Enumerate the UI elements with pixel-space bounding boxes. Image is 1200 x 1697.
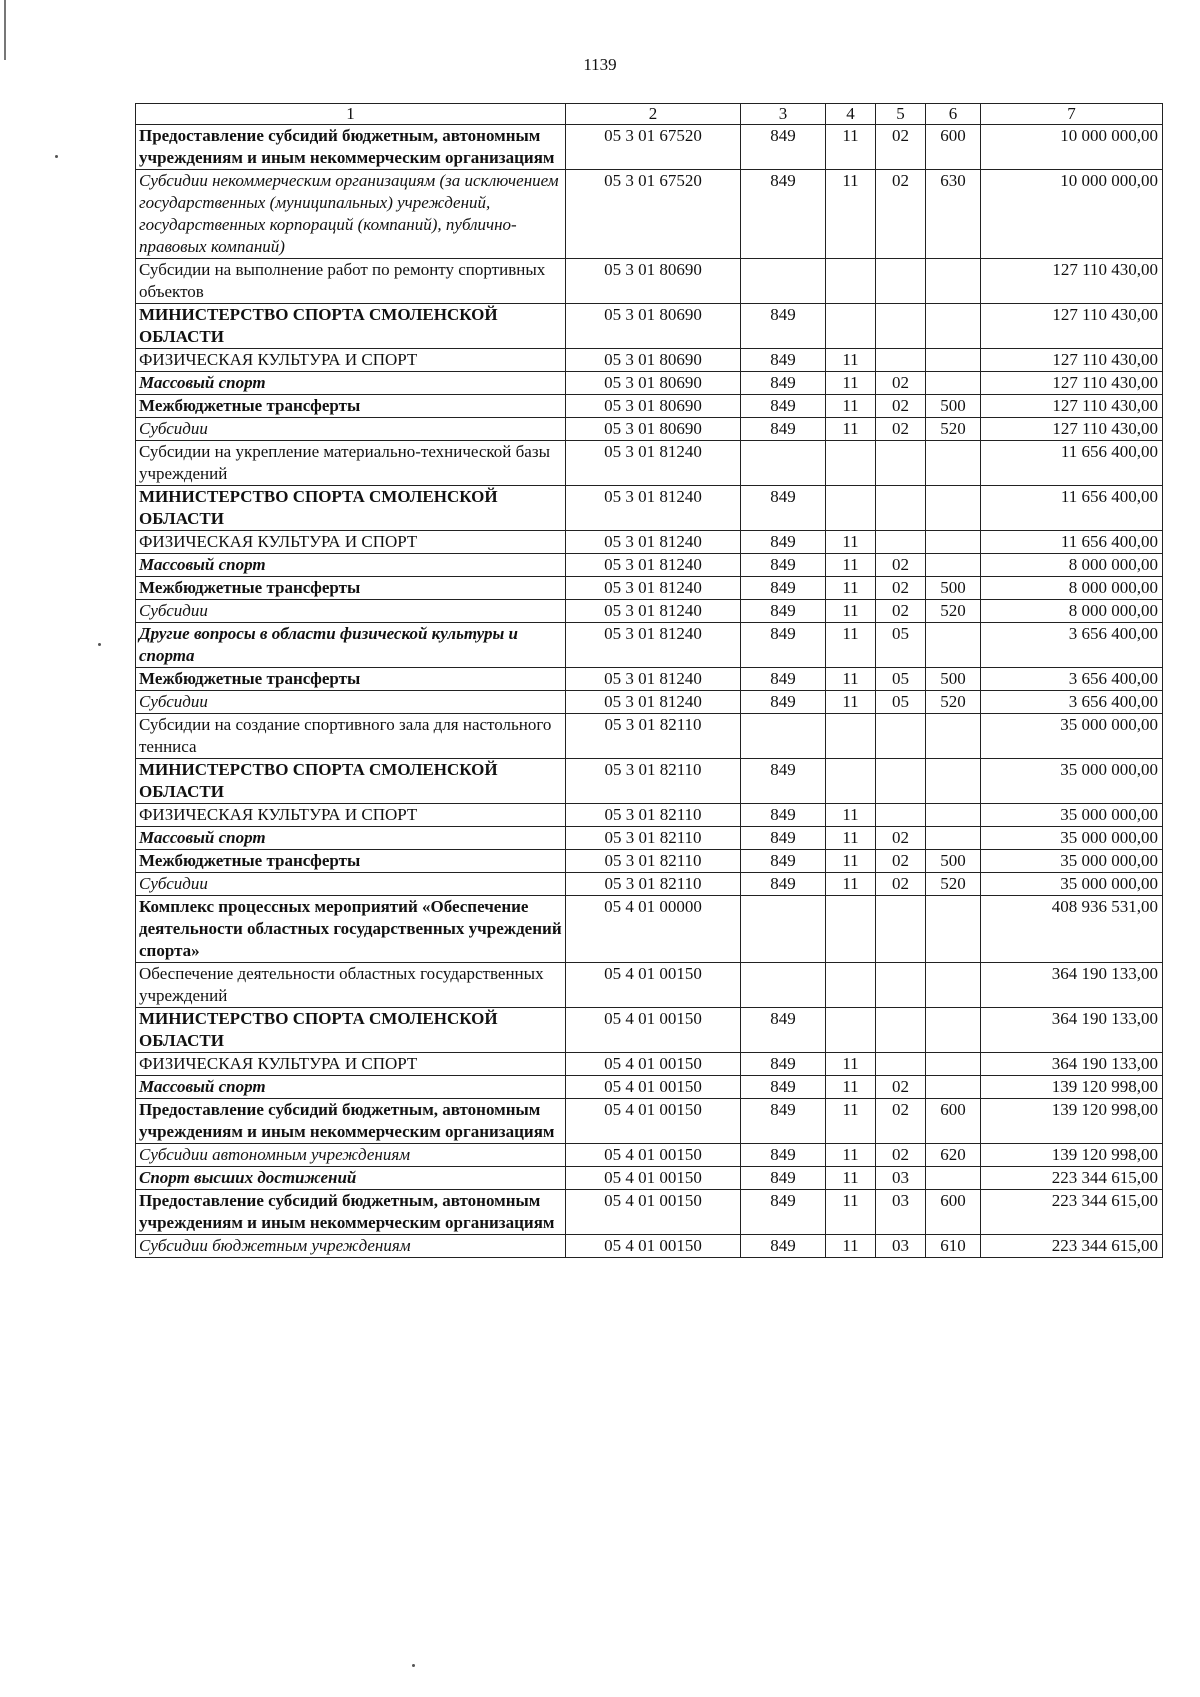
expense-type-cell <box>926 1053 981 1076</box>
table-row <box>136 418 1163 441</box>
amount-cell: 139 120 998,00 <box>981 1076 1163 1099</box>
amount-cell: 127 110 430,00 <box>981 372 1163 395</box>
table-row <box>136 850 1163 873</box>
expense-type-cell <box>926 714 981 759</box>
expense-type-cell: 500 <box>926 577 981 600</box>
header-cell: 7 <box>981 104 1163 125</box>
section-code-cell: 11 <box>826 349 876 372</box>
admin-code-cell: 849 <box>741 600 826 623</box>
table-row <box>136 804 1163 827</box>
section-code-cell <box>826 1008 876 1053</box>
subsection-code-cell: 05 <box>876 623 926 668</box>
section-code-cell: 11 <box>826 531 876 554</box>
amount-cell: 139 120 998,00 <box>981 1099 1163 1144</box>
table-row <box>136 1053 1163 1076</box>
target-code-cell: 05 3 01 82110 <box>566 873 741 896</box>
target-code-cell: 05 4 01 00000 <box>566 896 741 963</box>
section-code-cell <box>826 441 876 486</box>
item-name-cell: ФИЗИЧЕСКАЯ КУЛЬТУРА И СПОРТ <box>136 804 566 827</box>
target-code-cell: 05 3 01 82110 <box>566 759 741 804</box>
section-code-cell: 11 <box>826 873 876 896</box>
section-code-cell <box>826 259 876 304</box>
target-code-cell: 05 4 01 00150 <box>566 1076 741 1099</box>
expense-type-cell <box>926 1076 981 1099</box>
subsection-code-cell: 02 <box>876 1099 926 1144</box>
amount-cell: 8 000 000,00 <box>981 554 1163 577</box>
subsection-code-cell <box>876 1053 926 1076</box>
item-name-cell: Предоставление субсидий бюджетным, автономным учреждениям и иным некоммерческим организациям <box>136 1099 566 1144</box>
item-name-cell: Межбюджетные трансферты <box>136 850 566 873</box>
amount-cell: 127 110 430,00 <box>981 304 1163 349</box>
subsection-code-cell: 02 <box>876 395 926 418</box>
target-code-cell: 05 3 01 82110 <box>566 714 741 759</box>
admin-code-cell: 849 <box>741 372 826 395</box>
header-cell: 1 <box>136 104 566 125</box>
target-code-cell: 05 4 01 00150 <box>566 963 741 1008</box>
admin-code-cell <box>741 896 826 963</box>
target-code-cell: 05 3 01 82110 <box>566 827 741 850</box>
table-row <box>136 1076 1163 1099</box>
admin-code-cell: 849 <box>741 873 826 896</box>
subsection-code-cell: 02 <box>876 600 926 623</box>
item-name-cell: Массовый спорт <box>136 1076 566 1099</box>
admin-code-cell: 849 <box>741 418 826 441</box>
expense-type-cell <box>926 896 981 963</box>
amount-cell: 35 000 000,00 <box>981 850 1163 873</box>
section-code-cell: 11 <box>826 850 876 873</box>
admin-code-cell: 849 <box>741 759 826 804</box>
target-code-cell: 05 4 01 00150 <box>566 1167 741 1190</box>
amount-cell: 10 000 000,00 <box>981 170 1163 259</box>
section-code-cell <box>826 304 876 349</box>
admin-code-cell: 849 <box>741 1167 826 1190</box>
target-code-cell: 05 3 01 82110 <box>566 804 741 827</box>
amount-cell: 364 190 133,00 <box>981 963 1163 1008</box>
amount-cell: 3 656 400,00 <box>981 623 1163 668</box>
table-row <box>136 896 1163 963</box>
amount-cell: 223 344 615,00 <box>981 1190 1163 1235</box>
expense-type-cell: 520 <box>926 600 981 623</box>
amount-cell: 139 120 998,00 <box>981 1144 1163 1167</box>
subsection-code-cell: 03 <box>876 1190 926 1235</box>
amount-cell: 364 190 133,00 <box>981 1008 1163 1053</box>
expense-type-cell <box>926 304 981 349</box>
section-code-cell: 11 <box>826 827 876 850</box>
header-cell: 3 <box>741 104 826 125</box>
target-code-cell: 05 4 01 00150 <box>566 1144 741 1167</box>
section-code-cell: 11 <box>826 1076 876 1099</box>
subsection-code-cell: 02 <box>876 1144 926 1167</box>
admin-code-cell: 849 <box>741 1099 826 1144</box>
expense-type-cell <box>926 623 981 668</box>
admin-code-cell <box>741 714 826 759</box>
header-row <box>136 104 1163 125</box>
subsection-code-cell: 02 <box>876 1076 926 1099</box>
section-code-cell: 11 <box>826 1144 876 1167</box>
target-code-cell: 05 4 01 00150 <box>566 1099 741 1144</box>
amount-cell: 35 000 000,00 <box>981 759 1163 804</box>
section-code-cell: 11 <box>826 395 876 418</box>
target-code-cell: 05 4 01 00150 <box>566 1053 741 1076</box>
expense-type-cell: 520 <box>926 873 981 896</box>
item-name-cell: Предоставление субсидий бюджетным, автономным учреждениям и иным некоммерческим организациям <box>136 1190 566 1235</box>
admin-code-cell: 849 <box>741 1190 826 1235</box>
page-edge-line <box>4 0 6 60</box>
item-name-cell: Массовый спорт <box>136 372 566 395</box>
item-name-cell: ФИЗИЧЕСКАЯ КУЛЬТУРА И СПОРТ <box>136 1053 566 1076</box>
admin-code-cell: 849 <box>741 125 826 170</box>
amount-cell: 11 656 400,00 <box>981 531 1163 554</box>
page-number: 1139 <box>583 55 617 74</box>
expense-type-cell <box>926 349 981 372</box>
target-code-cell: 05 3 01 81240 <box>566 577 741 600</box>
table-row <box>136 170 1163 259</box>
amount-cell: 35 000 000,00 <box>981 714 1163 759</box>
subsection-code-cell: 02 <box>876 577 926 600</box>
scan-speck <box>55 155 58 158</box>
target-code-cell: 05 3 01 81240 <box>566 623 741 668</box>
subsection-code-cell <box>876 486 926 531</box>
subsection-code-cell <box>876 804 926 827</box>
admin-code-cell: 849 <box>741 691 826 714</box>
admin-code-cell: 849 <box>741 531 826 554</box>
expense-type-cell: 600 <box>926 125 981 170</box>
admin-code-cell: 849 <box>741 395 826 418</box>
amount-cell: 127 110 430,00 <box>981 349 1163 372</box>
admin-code-cell: 849 <box>741 554 826 577</box>
subsection-code-cell <box>876 441 926 486</box>
table-row <box>136 531 1163 554</box>
target-code-cell: 05 4 01 00150 <box>566 1235 741 1258</box>
item-name-cell: Субсидии на выполнение работ по ремонту спортивных объектов <box>136 259 566 304</box>
admin-code-cell: 849 <box>741 1076 826 1099</box>
target-code-cell: 05 4 01 00150 <box>566 1190 741 1235</box>
table-row <box>136 623 1163 668</box>
header-cell: 5 <box>876 104 926 125</box>
section-code-cell: 11 <box>826 1235 876 1258</box>
item-name-cell: Субсидии <box>136 691 566 714</box>
admin-code-cell <box>741 441 826 486</box>
table-row <box>136 668 1163 691</box>
item-name-cell: Субсидии на укрепление материально-технической базы учреждений <box>136 441 566 486</box>
section-code-cell <box>826 486 876 531</box>
amount-cell: 10 000 000,00 <box>981 125 1163 170</box>
item-name-cell: Другие вопросы в области физической культуры и спорта <box>136 623 566 668</box>
subsection-code-cell <box>876 714 926 759</box>
amount-cell: 127 110 430,00 <box>981 395 1163 418</box>
item-name-cell: Обеспечение деятельности областных государственных учреждений <box>136 963 566 1008</box>
item-name-cell: Субсидии <box>136 600 566 623</box>
subsection-code-cell: 02 <box>876 873 926 896</box>
expense-type-cell: 520 <box>926 418 981 441</box>
subsection-code-cell: 02 <box>876 827 926 850</box>
expense-type-cell <box>926 759 981 804</box>
subsection-code-cell <box>876 896 926 963</box>
target-code-cell: 05 3 01 80690 <box>566 259 741 304</box>
subsection-code-cell: 02 <box>876 554 926 577</box>
expense-type-cell: 600 <box>926 1099 981 1144</box>
target-code-cell: 05 3 01 81240 <box>566 531 741 554</box>
section-code-cell: 11 <box>826 577 876 600</box>
admin-code-cell: 849 <box>741 668 826 691</box>
amount-cell: 8 000 000,00 <box>981 577 1163 600</box>
item-name-cell: Субсидии бюджетным учреждениям <box>136 1235 566 1258</box>
admin-code-cell <box>741 963 826 1008</box>
expense-type-cell: 500 <box>926 395 981 418</box>
section-code-cell: 11 <box>826 668 876 691</box>
admin-code-cell: 849 <box>741 349 826 372</box>
expense-type-cell <box>926 486 981 531</box>
item-name-cell: Спорт высших достижений <box>136 1167 566 1190</box>
admin-code-cell: 849 <box>741 827 826 850</box>
table-row <box>136 372 1163 395</box>
item-name-cell: МИНИСТЕРСТВО СПОРТА СМОЛЕНСКОЙ ОБЛАСТИ <box>136 486 566 531</box>
subsection-code-cell: 03 <box>876 1235 926 1258</box>
expense-type-cell: 620 <box>926 1144 981 1167</box>
table-row <box>136 1190 1163 1235</box>
section-code-cell <box>826 714 876 759</box>
table-row <box>136 554 1163 577</box>
admin-code-cell: 849 <box>741 1008 826 1053</box>
section-code-cell: 11 <box>826 623 876 668</box>
expense-type-cell <box>926 372 981 395</box>
item-name-cell: Субсидии <box>136 418 566 441</box>
admin-code-cell <box>741 259 826 304</box>
item-name-cell: Межбюджетные трансферты <box>136 395 566 418</box>
subsection-code-cell: 02 <box>876 170 926 259</box>
item-name-cell: МИНИСТЕРСТВО СПОРТА СМОЛЕНСКОЙ ОБЛАСТИ <box>136 759 566 804</box>
subsection-code-cell: 02 <box>876 125 926 170</box>
admin-code-cell: 849 <box>741 623 826 668</box>
amount-cell: 35 000 000,00 <box>981 804 1163 827</box>
scan-speck <box>98 643 101 646</box>
target-code-cell: 05 4 01 00150 <box>566 1008 741 1053</box>
admin-code-cell: 849 <box>741 1235 826 1258</box>
expense-type-cell: 600 <box>926 1190 981 1235</box>
admin-code-cell: 849 <box>741 1144 826 1167</box>
table-row <box>136 600 1163 623</box>
table-row <box>136 349 1163 372</box>
table-row <box>136 304 1163 349</box>
table-row <box>136 1235 1163 1258</box>
amount-cell: 8 000 000,00 <box>981 600 1163 623</box>
section-code-cell: 11 <box>826 418 876 441</box>
section-code-cell: 11 <box>826 554 876 577</box>
item-name-cell: Массовый спорт <box>136 554 566 577</box>
admin-code-cell: 849 <box>741 804 826 827</box>
amount-cell: 35 000 000,00 <box>981 873 1163 896</box>
subsection-code-cell: 02 <box>876 372 926 395</box>
table-row <box>136 1008 1163 1053</box>
target-code-cell: 05 3 01 81240 <box>566 554 741 577</box>
amount-cell: 35 000 000,00 <box>981 827 1163 850</box>
admin-code-cell: 849 <box>741 850 826 873</box>
target-code-cell: 05 3 01 67520 <box>566 125 741 170</box>
item-name-cell: Массовый спорт <box>136 827 566 850</box>
admin-code-cell: 849 <box>741 577 826 600</box>
expense-type-cell <box>926 804 981 827</box>
table-row <box>136 963 1163 1008</box>
section-code-cell: 11 <box>826 691 876 714</box>
target-code-cell: 05 3 01 80690 <box>566 372 741 395</box>
section-code-cell <box>826 963 876 1008</box>
section-code-cell: 11 <box>826 125 876 170</box>
expense-type-cell: 610 <box>926 1235 981 1258</box>
section-code-cell <box>826 759 876 804</box>
header-cell: 4 <box>826 104 876 125</box>
budget-table <box>135 103 1163 1258</box>
table-row <box>136 486 1163 531</box>
expense-type-cell: 500 <box>926 850 981 873</box>
table-row <box>136 441 1163 486</box>
subsection-code-cell: 05 <box>876 668 926 691</box>
amount-cell: 11 656 400,00 <box>981 441 1163 486</box>
amount-cell: 223 344 615,00 <box>981 1167 1163 1190</box>
table-row <box>136 577 1163 600</box>
table-row <box>136 759 1163 804</box>
subsection-code-cell: 02 <box>876 418 926 441</box>
section-code-cell <box>826 896 876 963</box>
subsection-code-cell <box>876 1008 926 1053</box>
table-row <box>136 1167 1163 1190</box>
table-row <box>136 259 1163 304</box>
admin-code-cell: 849 <box>741 1053 826 1076</box>
item-name-cell: ФИЗИЧЕСКАЯ КУЛЬТУРА И СПОРТ <box>136 349 566 372</box>
expense-type-cell <box>926 441 981 486</box>
table-row <box>136 125 1163 170</box>
section-code-cell: 11 <box>826 1053 876 1076</box>
item-name-cell: МИНИСТЕРСТВО СПОРТА СМОЛЕНСКОЙ ОБЛАСТИ <box>136 304 566 349</box>
amount-cell: 223 344 615,00 <box>981 1235 1163 1258</box>
header-cell: 6 <box>926 104 981 125</box>
admin-code-cell: 849 <box>741 304 826 349</box>
target-code-cell: 05 3 01 67520 <box>566 170 741 259</box>
subsection-code-cell <box>876 304 926 349</box>
expense-type-cell <box>926 827 981 850</box>
target-code-cell: 05 3 01 82110 <box>566 850 741 873</box>
target-code-cell: 05 3 01 80690 <box>566 349 741 372</box>
item-name-cell: Комплекс процессных мероприятий «Обеспечение деятельности областных государственных учреждений спорта» <box>136 896 566 963</box>
subsection-code-cell <box>876 349 926 372</box>
section-code-cell: 11 <box>826 1167 876 1190</box>
admin-code-cell: 849 <box>741 486 826 531</box>
item-name-cell: ФИЗИЧЕСКАЯ КУЛЬТУРА И СПОРТ <box>136 531 566 554</box>
table-row <box>136 714 1163 759</box>
section-code-cell: 11 <box>826 600 876 623</box>
target-code-cell: 05 3 01 81240 <box>566 486 741 531</box>
table-row <box>136 873 1163 896</box>
table-row <box>136 395 1163 418</box>
target-code-cell: 05 3 01 80690 <box>566 418 741 441</box>
amount-cell: 3 656 400,00 <box>981 691 1163 714</box>
amount-cell: 3 656 400,00 <box>981 668 1163 691</box>
expense-type-cell: 520 <box>926 691 981 714</box>
amount-cell: 127 110 430,00 <box>981 259 1163 304</box>
subsection-code-cell: 03 <box>876 1167 926 1190</box>
expense-type-cell <box>926 1167 981 1190</box>
subsection-code-cell: 02 <box>876 850 926 873</box>
table-row <box>136 1144 1163 1167</box>
table-row <box>136 827 1163 850</box>
item-name-cell: Межбюджетные трансферты <box>136 577 566 600</box>
amount-cell: 408 936 531,00 <box>981 896 1163 963</box>
amount-cell: 11 656 400,00 <box>981 486 1163 531</box>
header-cell: 2 <box>566 104 741 125</box>
target-code-cell: 05 3 01 80690 <box>566 395 741 418</box>
table-body <box>136 104 1163 1258</box>
table-row <box>136 1099 1163 1144</box>
item-name-cell: Предоставление субсидий бюджетным, автономным учреждениям и иным некоммерческим организациям <box>136 125 566 170</box>
item-name-cell: Межбюджетные трансферты <box>136 668 566 691</box>
expense-type-cell <box>926 963 981 1008</box>
admin-code-cell: 849 <box>741 170 826 259</box>
item-name-cell: Субсидии некоммерческим организациям (за исключением государственных (муниципальных) учреждений, государственных корпораций (компаний), публично-правовых компаний) <box>136 170 566 259</box>
item-name-cell: Субсидии <box>136 873 566 896</box>
expense-type-cell <box>926 259 981 304</box>
target-code-cell: 05 3 01 80690 <box>566 304 741 349</box>
expense-type-cell: 500 <box>926 668 981 691</box>
section-code-cell: 11 <box>826 170 876 259</box>
subsection-code-cell <box>876 531 926 554</box>
target-code-cell: 05 3 01 81240 <box>566 668 741 691</box>
item-name-cell: МИНИСТЕРСТВО СПОРТА СМОЛЕНСКОЙ ОБЛАСТИ <box>136 1008 566 1053</box>
subsection-code-cell: 05 <box>876 691 926 714</box>
expense-type-cell: 630 <box>926 170 981 259</box>
subsection-code-cell <box>876 963 926 1008</box>
section-code-cell: 11 <box>826 1099 876 1144</box>
target-code-cell: 05 3 01 81240 <box>566 691 741 714</box>
expense-type-cell <box>926 531 981 554</box>
item-name-cell: Субсидии на создание спортивного зала для настольного тенниса <box>136 714 566 759</box>
scan-speck <box>412 1664 415 1667</box>
amount-cell: 127 110 430,00 <box>981 418 1163 441</box>
table-row <box>136 691 1163 714</box>
amount-cell: 364 190 133,00 <box>981 1053 1163 1076</box>
section-code-cell: 11 <box>826 1190 876 1235</box>
expense-type-cell <box>926 554 981 577</box>
target-code-cell: 05 3 01 81240 <box>566 600 741 623</box>
subsection-code-cell <box>876 259 926 304</box>
item-name-cell: Субсидии автономным учреждениям <box>136 1144 566 1167</box>
expense-type-cell <box>926 1008 981 1053</box>
subsection-code-cell <box>876 759 926 804</box>
target-code-cell: 05 3 01 81240 <box>566 441 741 486</box>
section-code-cell: 11 <box>826 372 876 395</box>
section-code-cell: 11 <box>826 804 876 827</box>
